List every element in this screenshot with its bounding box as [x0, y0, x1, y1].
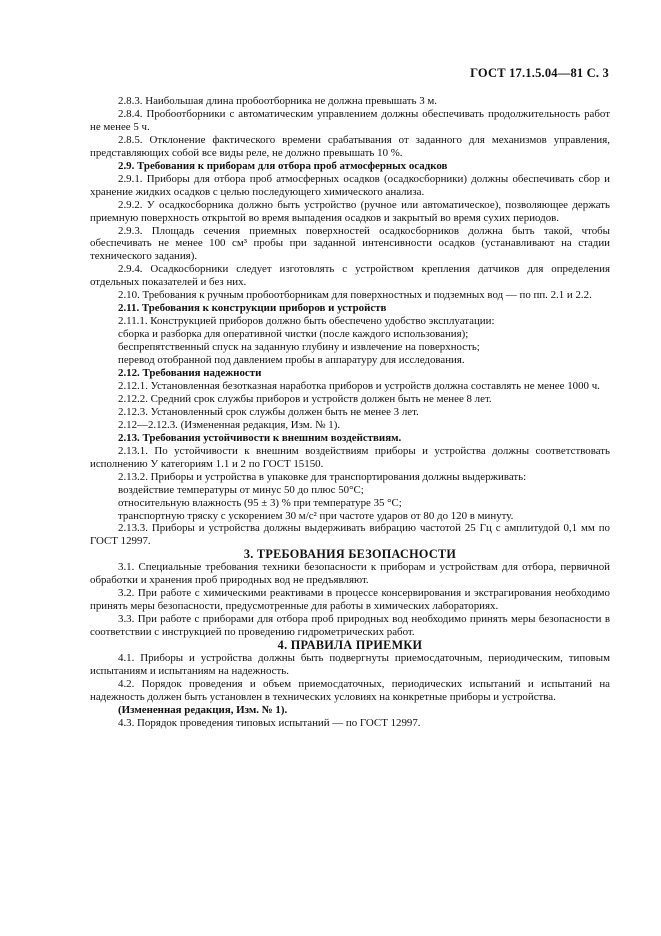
list-item: воздействие температуры от минус 50 до плюс 50°С;: [118, 483, 364, 496]
paragraph-2-11-1: 2.11.1. Конструкцией приборов должно быть обеспечено удобство эксплуатации:: [118, 315, 495, 328]
section-4-heading: 4. ПРАВИЛА ПРИЕМКИ: [277, 638, 423, 653]
section-3-heading: 3. ТРЕБОВАНИЯ БЕЗОПАСНОСТИ: [243, 547, 457, 562]
paragraph-2-8-3: 2.8.3. Наибольшая длина пробоотборника не должна превышать 3 м.: [118, 95, 437, 107]
paragraph-2-13-1: 2.13.1. По устойчивости к внешним воздействиям приборы и устройства должны соответствовать исполнению У категориям 1.1 и 2 по ГОСТ 15150.: [90, 444, 610, 470]
paragraph-4-3: 4.3. Порядок проведения типовых испытаний — по ГОСТ 12997.: [118, 716, 421, 729]
amendment-note: 2.12—2.12.3. (Измененная редакция, Изм. № 1).: [118, 418, 341, 431]
list-item: относительную влажность (95 ± 3) % при температуре 35 °С;: [118, 496, 402, 509]
paragraph-2-9-1: 2.9.1. Приборы для отбора проб атмосферных осадков (осадкосборники) должны обеспечивать сбор и хранение жидких осадков с целью последующего химического анализа.: [90, 172, 610, 198]
subheading-2-13: 2.13. Требования устойчивости к внешним воздействиям.: [118, 431, 402, 444]
subheading-2-12: 2.12. Требования надежности: [118, 367, 262, 380]
paragraph-2-10: 2.10. Требования к ручным пробоотборникам для поверхностных и подземных вод — по пп. 2.1 и 2.2.: [118, 289, 592, 302]
amendment-note: (Измененная редакция, Изм. № 1).: [118, 703, 288, 716]
subheading-2-11: 2.11. Требования к конструкции приборов и устройств: [118, 302, 387, 315]
subheading-2-9: 2.9. Требования к приборам для отбора проб атмосферных осадков: [118, 159, 448, 172]
paragraph-2-12-2: 2.12.2. Средний срок службы приборов и устройств должен быть не менее 8 лет.: [118, 392, 492, 405]
list-item: беспрепятственный спуск на заданную глубину и извлечение на поверхность;: [118, 341, 480, 354]
paragraph-3-2: 3.2. При работе с химическими реактивами в процессе консервирования и экстрагирования необходимо принять меры безопасности, предусмотренные для работы в химических лабораториях.: [90, 587, 610, 613]
paragraph-2-12-3: 2.12.3. Установленный срок службы должен быть не менее 3 лет.: [118, 405, 419, 418]
list-item: транспортную тряску с ускорением 30 м/с² при частоте ударов от 80 до 120 в минуту.: [118, 509, 514, 522]
paragraph-4-2: 4.2. Порядок проведения и объем приемосдаточных, периодических испытаний и испытаний на надежность должен быть установлен в технических условиях на конкретные приборы и устройства.: [90, 677, 610, 703]
paragraph-2-13-2: 2.13.2. Приборы и устройства в упаковке для транспортирования должны выдерживать:: [118, 470, 527, 483]
list-item: перевод отобранной под давлением пробы в аппаратуру для исследования.: [118, 354, 465, 367]
paragraph-2-8-4: 2.8.4. Пробоотборники с автоматическим управлением должны обеспечивать продолжительность работ не менее 5 ч.: [90, 107, 610, 133]
paragraph-3-1: 3.1. Специальные требования техники безопасности к приборам и устройствам для отбора, первичной обработки и хранения проб природных вод не предъявляют.: [90, 561, 610, 587]
paragraph-2-9-3: 2.9.3. Площадь сечения приемных поверхностей осадкосборников должна быть такой, чтобы обеспечивать не менее 100 см³ пробы при заданной интенсивности осадков (устанавливают на стадии технического задания).: [90, 224, 610, 263]
document-body: [90, 95, 610, 730]
paragraph-2-9-4: 2.9.4. Осадкосборники следует изготовлять с устройством крепления датчиков для определения отдельных показателей и без них.: [90, 263, 610, 289]
paragraph-2-13-3: 2.13.3. Приборы и устройства должны выдерживать вибрацию частотой 25 Гц с амплитудой 0,1 мм по ГОСТ 12997.: [90, 522, 610, 548]
page-header: ГОСТ 17.1.5.04—81 С. 3: [470, 66, 609, 80]
paragraph-2-8-5: 2.8.5. Отклонение фактического времени срабатывания от заданного для механизмов управления, представляющих собой все виды реле, не должно превышать 10 %.: [90, 133, 610, 159]
paragraph-2-9-2: 2.9.2. У осадкосборника должно быть устройство (ручное или автоматическое), позволяющее держать приемную поверхность открытой во время выпадения осадков и закрытый во время сухих периодов.: [90, 198, 610, 224]
list-item: сборка и разборка для оперативной чистки (после каждого использования);: [118, 328, 469, 341]
paragraph-2-12-1: 2.12.1. Установленная безотказная наработка приборов и устройств должна составлять не менее 1000 ч.: [118, 379, 600, 392]
paragraph-3-3: 3.3. При работе с приборами для отбора проб природных вод необходимо принять меры безопасности в соответствии с инструкцией по проведению гидрометрических работ.: [90, 613, 610, 639]
paragraph-4-1: 4.1. Приборы и устройства должны быть подвергнуты приемосдаточным, периодическим, типовым испытаниям и испытаниям на надежность.: [90, 651, 610, 677]
